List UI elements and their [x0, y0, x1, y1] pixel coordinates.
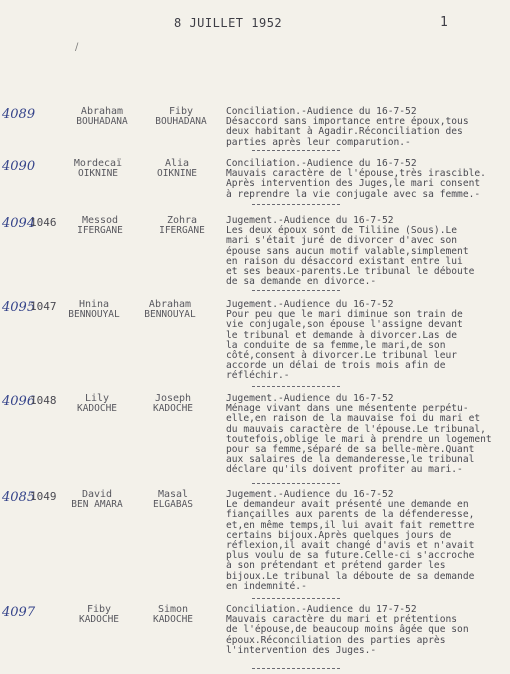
summary-line: Jugement.-Audience du 16-7-52 [226, 299, 394, 310]
summary-line: toutefois,oblige le mari à prendre un logement [226, 433, 492, 445]
typed-case-number: 1048 [30, 394, 57, 407]
wife-first-name: Alia [164, 158, 190, 169]
summary-line: fiançailles aux parents de la défenderesse, [226, 509, 475, 521]
wife-name [142, 159, 212, 179]
summary-line: à son prétendant et prétend garder les [226, 560, 446, 572]
stray-mark: / [75, 42, 79, 53]
wife-first-name: Simon [157, 604, 189, 615]
summary-line: en raison du désaccord existant entre lui [226, 255, 463, 267]
summary-line: parties après leur comparution.- [226, 136, 411, 148]
typed-case-number: 1049 [30, 490, 57, 503]
page-date: 8 JUILLET 1952 [174, 16, 283, 30]
summary-line: Mauvais caractère de l'épouse,très irascible. [226, 168, 486, 180]
case-summary [226, 159, 506, 200]
wife-first-name: Masal [157, 489, 189, 500]
case-summary [226, 300, 506, 382]
wife-last-name: BOUHADANA [155, 116, 207, 127]
summary-line: vie conjugale,son épouse l'assigne devant [226, 319, 463, 331]
summary-line: Jugement.-Audience du 16-7-52 [226, 393, 394, 404]
husband-last-name: BOUHADANA [76, 116, 128, 127]
husband-name [62, 490, 132, 510]
husband-last-name: OIKNINE [77, 168, 119, 179]
summary-line: réfléchir.- [226, 370, 290, 382]
summary-line: de l'épouse,de beaucoup moins âgée que son [226, 624, 469, 636]
case-summary [226, 490, 506, 592]
summary-line: l'intervention des Juges.- [226, 644, 377, 656]
husband-last-name: IFERGANE [77, 225, 123, 236]
typed-case-number: 1046 [30, 216, 57, 229]
husband-first-name: Lily [84, 393, 110, 404]
summary-line: Conciliation.-Audience du 17-7-52 [226, 604, 417, 615]
handwritten-case-number: 4094 [2, 216, 36, 231]
summary-line: réflexion,il avait changé d'avis et n'avait [226, 540, 475, 552]
summary-line: Désaccord sans importance entre époux,tous [226, 116, 469, 128]
husband-first-name: Messod [81, 215, 119, 226]
summary-line: elle,en raison de la mauvaise foi du mari et [226, 413, 481, 425]
entry-divider [252, 386, 340, 387]
wife-last-name: KADOCHE [152, 403, 194, 414]
summary-line: plus voulu de sa future.Celle-ci s'accroche [226, 550, 475, 562]
summary-line: accorde un délai de trois mois afin de [226, 360, 446, 372]
handwritten-case-number: 4096 [2, 394, 36, 409]
handwritten-case-number: 4085 [2, 490, 36, 505]
husband-first-name: Abraham [80, 106, 124, 117]
husband-name [65, 216, 135, 236]
summary-line: mari s'était juré de divorcer d'avec son [226, 235, 458, 247]
summary-line: bijoux.Le tribunal la déboute de sa demande [226, 570, 475, 582]
husband-last-name: BEN AMARA [71, 499, 123, 510]
wife-name [146, 107, 216, 127]
case-summary [226, 394, 506, 476]
summary-line: et ses beaux-parents.Le tribunal le déboute [226, 266, 475, 278]
husband-first-name: David [81, 489, 113, 500]
wife-last-name: OIKNINE [156, 168, 198, 179]
summary-line: le tribunal et demande à divorcer.Las de [226, 329, 458, 341]
summary-line: à reprendre la vie conjugale avec sa femme.- [226, 188, 481, 200]
husband-name [67, 107, 137, 127]
summary-line: la conduite de sa femme,le mari,de son [226, 339, 446, 351]
entry-divider [252, 598, 340, 599]
handwritten-case-number: 4089 [2, 107, 36, 122]
summary-line: aux salaires de la demanderesse,le tribunal [226, 454, 475, 466]
summary-line: certains bijoux.Après quelques jours de [226, 529, 452, 541]
wife-name [138, 394, 208, 414]
husband-name [64, 605, 134, 625]
husband-first-name: Fiby [86, 604, 112, 615]
wife-last-name: BENNOUYAL [144, 309, 196, 320]
handwritten-case-number: 4097 [2, 605, 36, 620]
summary-line: Pour peu que le mari diminue son train de [226, 309, 463, 321]
summary-line: Après intervention des Juges,le mari consent [226, 178, 481, 190]
wife-first-name: Fiby [168, 106, 194, 117]
husband-last-name: KADOCHE [78, 614, 120, 625]
husband-name [59, 300, 129, 320]
summary-line: Conciliation.-Audience du 16-7-52 [226, 158, 417, 169]
husband-name [62, 394, 132, 414]
husband-first-name: Mordecaï [73, 158, 123, 169]
husband-name [63, 159, 133, 179]
case-summary [226, 605, 506, 656]
summary-line: en indemnité.- [226, 580, 307, 592]
wife-name [135, 300, 205, 320]
handwritten-case-number: 4090 [2, 159, 36, 174]
wife-last-name: KADOCHE [152, 614, 194, 625]
entry-divider [252, 290, 340, 291]
summary-line: époux.Réconciliation des parties après [226, 634, 446, 646]
wife-first-name: Joseph [154, 393, 192, 404]
summary-line: Mauvais caractère du mari et prétentions [226, 614, 458, 626]
summary-line: deux habitant à Agadir.Réconciliation des [226, 126, 463, 138]
summary-line: Le demandeur avait présenté une demande en [226, 499, 469, 511]
husband-last-name: KADOCHE [76, 403, 118, 414]
typed-case-number: 1047 [30, 300, 57, 313]
case-summary [226, 216, 506, 287]
summary-line: Les deux époux sont de Tiliine (Sous).Le [226, 225, 458, 237]
wife-first-name: Abraham [148, 299, 192, 310]
summary-line: côté,consent à divorcer.Le tribunal leur [226, 350, 458, 362]
summary-line: de sa demande en divorce.- [226, 276, 377, 288]
summary-line: Conciliation.-Audience du 16-7-52 [226, 106, 417, 117]
handwritten-case-number: 4095 [2, 300, 36, 315]
husband-first-name: Hnina [78, 299, 110, 310]
husband-last-name: BENNOUYAL [68, 309, 120, 320]
summary-line: Ménage vivant dans une mésentente perpétu- [226, 403, 469, 415]
wife-last-name: IFERGANE [159, 225, 205, 236]
entry-divider [252, 483, 340, 484]
summary-line: du mauvais caractère de l'épouse.Le tribunal, [226, 423, 486, 435]
wife-name [138, 605, 208, 625]
summary-line: et,en même temps,il lui avait fait remettre [226, 519, 475, 531]
summary-line: épouse sans aucun motif valable,simplement [226, 245, 469, 257]
summary-line: déclare qu'ils doivent profiter au mari.- [226, 464, 463, 476]
page-number: 1 [440, 15, 448, 30]
entry-divider [252, 150, 340, 151]
wife-name [147, 216, 217, 236]
wife-first-name: Zohra [166, 215, 198, 226]
summary-line: Jugement.-Audience du 16-7-52 [226, 489, 394, 500]
wife-last-name: ELGABAS [152, 499, 194, 510]
summary-line: pour sa femme,séparé de sa belle-mère.Quant [226, 444, 475, 456]
entry-divider [252, 668, 340, 669]
entry-divider [252, 204, 340, 205]
wife-name [138, 490, 208, 510]
summary-line: Jugement.-Audience du 16-7-52 [226, 215, 394, 226]
case-summary [226, 107, 506, 148]
